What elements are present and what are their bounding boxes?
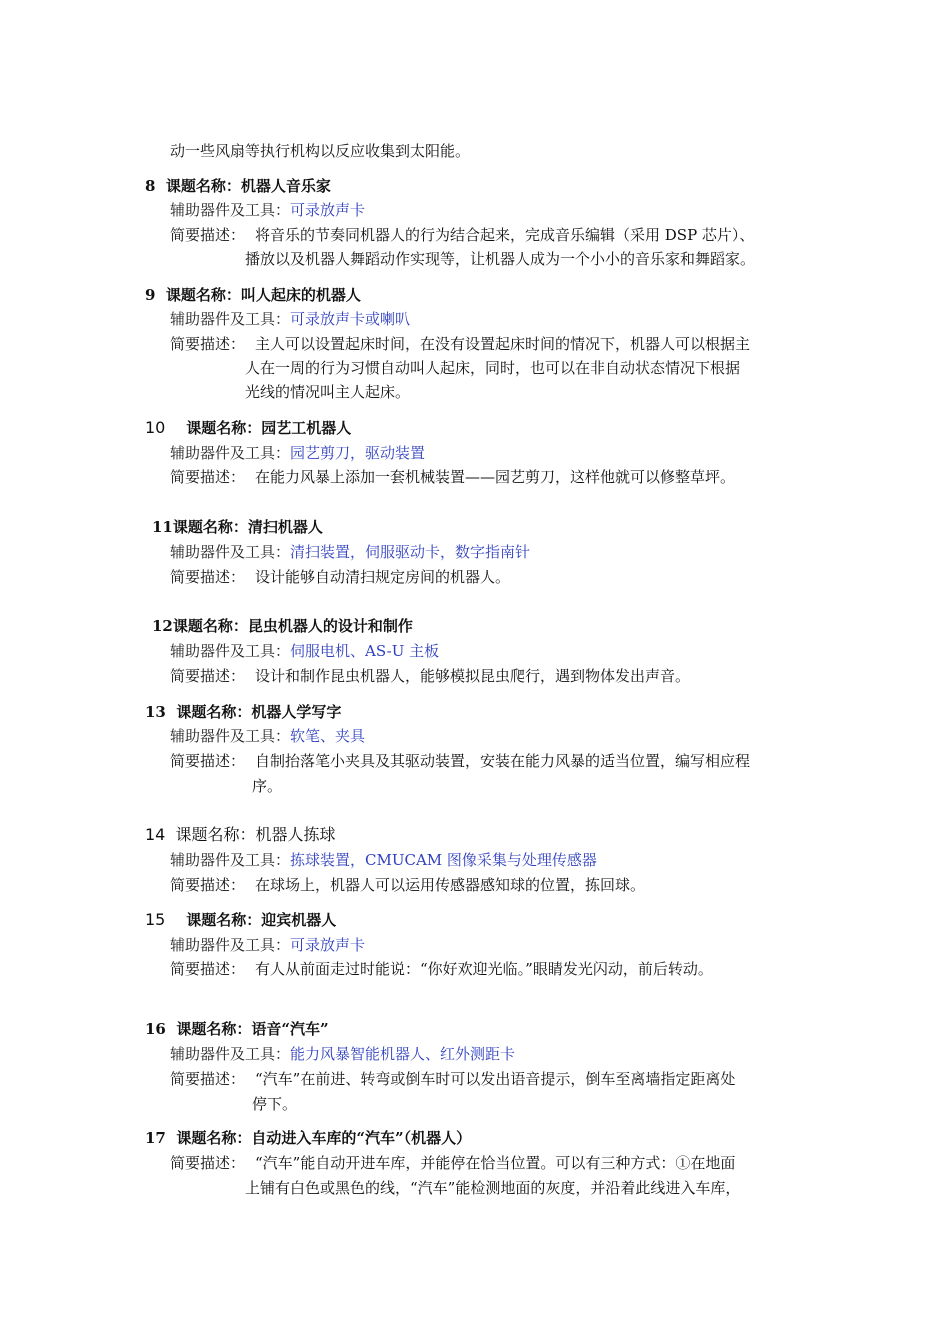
desc-line: 上铺有白色或黑色的线，“汽车”能检测地面的灰度，并沿着此线进入车库， [245,1179,741,1197]
item-15-tools [170,935,365,955]
desc-line: 设计和制作昆虫机器人，能够模拟昆虫爬行，遇到物体发出声音。 [255,667,691,685]
tools-label: 辅助器件及工具： [170,1045,291,1063]
item-number: 17 [145,1129,166,1147]
item-10-heading [145,418,351,438]
desc-line: 在能力风暴上添加一套机械装置——园艺剪刀，这样他就可以修整草坪。 [255,468,736,486]
item-title: 课题名称：机器人学写字 [176,703,342,721]
item-number: 12 [152,617,173,635]
item-number: 9 [145,286,156,304]
desc-label: 简要描述： [170,1070,246,1088]
item-10-tools [170,443,425,463]
item-17-heading [145,1128,471,1148]
desc-line: 播放以及机器人舞蹈动作实现等，让机器人成为一个小小的音乐家和舞蹈家。 [245,250,756,268]
item-title: 课题名称：清扫机器人 [172,518,323,536]
item-title: 课题名称：叫人起床的机器人 [165,286,361,304]
item-number: 13 [145,703,166,721]
desc-label: 简要描述： [170,468,246,486]
tools-value: 清扫装置，伺服驱动卡，数字指南针 [290,543,531,561]
item-12-tools [170,641,439,661]
item-title: 课题名称：语音“汽车” [176,1020,329,1038]
tools-value: 软笔、夹具 [290,727,366,745]
desc-line: 停下。 [252,1095,298,1113]
desc-label: 简要描述： [170,1154,246,1172]
desc-line: 主人可以设置起床时间，在没有设置起床时间的情况下，机器人可以根据主 [255,335,751,353]
desc-line: 在球场上，机器人可以运用传感器感知球的位置，拣回球。 [255,876,646,894]
desc-line: 设计能够自动清扫规定房间的机器人。 [255,568,511,586]
desc-line: 光线的情况叫主人起床。 [245,383,411,401]
tools-label: 辅助器件及工具： [170,642,291,660]
tools-value: 可录放声卡 [290,201,366,219]
item-number: 16 [145,1020,166,1038]
item-title: 课题名称：机器人音乐家 [165,177,331,195]
item-11-heading [152,517,323,537]
item-9-heading [145,285,361,305]
item-number: 10 [145,418,166,437]
item-number: 15 [145,910,166,929]
desc-line: “汽车”在前进、转弯或倒车时可以发出语音提示，倒车至离墙指定距离处 [255,1070,736,1088]
item-16-tools [170,1044,515,1064]
item-title: 课题名称：迎宾机器人 [186,911,337,929]
tools-value: 拣球装置，CMUCAM 图像采集与处理传感器 [290,851,597,869]
tools-value: 园艺剪刀，驱动装置 [290,444,426,462]
intro-text: 动一些风扇等执行机构以反应收集到太阳能。 [170,142,471,160]
tools-label: 辅助器件及工具： [170,727,291,745]
item-number: 8 [145,177,156,195]
desc-label: 简要描述： [170,876,246,894]
item-title: 课题名称：园艺工机器人 [186,419,352,437]
desc-line: 自制抬落笔小夹具及其驱动装置，安装在能力风暴的适当位置，编写相应程 [255,752,751,770]
item-title: 课题名称：昆虫机器人的设计和制作 [172,617,413,635]
item-9-tools [170,309,410,329]
tools-value: 能力风暴智能机器人、红外测距卡 [290,1045,516,1063]
desc-label: 简要描述： [170,667,246,685]
desc-label: 简要描述： [170,568,246,586]
desc-line: 人在一周的行为习惯自动叫人起床，同时，也可以在非自动状态情况下根据 [245,359,741,377]
item-8-tools [170,200,365,220]
desc-label: 简要描述： [170,960,246,978]
item-number: 14 [145,825,166,844]
tools-label: 辅助器件及工具： [170,936,291,954]
item-13-tools [170,726,365,746]
tools-value: 伺服电机、AS-U 主板 [290,642,440,660]
tools-value: 可录放声卡 [290,936,366,954]
desc-line: 序。 [252,777,283,795]
item-15-heading [145,910,336,930]
desc-line: “汽车”能自动开进车库，并能停在恰当位置。可以有三种方式：①在地面 [255,1154,736,1172]
tools-value: 可录放声卡或喇叭 [290,310,411,328]
item-13-heading [145,702,341,722]
item-title: 课题名称：机器人拣球 [175,825,336,844]
item-11-tools [170,542,530,562]
desc-label: 简要描述： [170,335,246,353]
item-number: 11 [152,518,173,536]
item-16-heading [145,1019,329,1039]
item-title: 课题名称：自动进入车库的“汽车”（机器人） [176,1129,472,1147]
tools-label: 辅助器件及工具： [170,201,291,219]
desc-label: 简要描述： [170,752,246,770]
item-14-heading [145,825,336,845]
desc-line: 将音乐的节奏同机器人的行为结合起来，完成音乐编辑（采用 DSP 芯片）、 [255,226,755,244]
desc-line: 有人从前面走过时能说：“你好欢迎光临。”眼睛发光闪动，前后转动。 [255,960,713,978]
desc-label: 简要描述： [170,226,246,244]
tools-label: 辅助器件及工具： [170,851,291,869]
item-8-heading [145,176,331,196]
tools-label: 辅助器件及工具： [170,543,291,561]
item-14-tools [170,850,597,870]
tools-label: 辅助器件及工具： [170,444,291,462]
item-12-heading [152,616,413,636]
tools-label: 辅助器件及工具： [170,310,291,328]
